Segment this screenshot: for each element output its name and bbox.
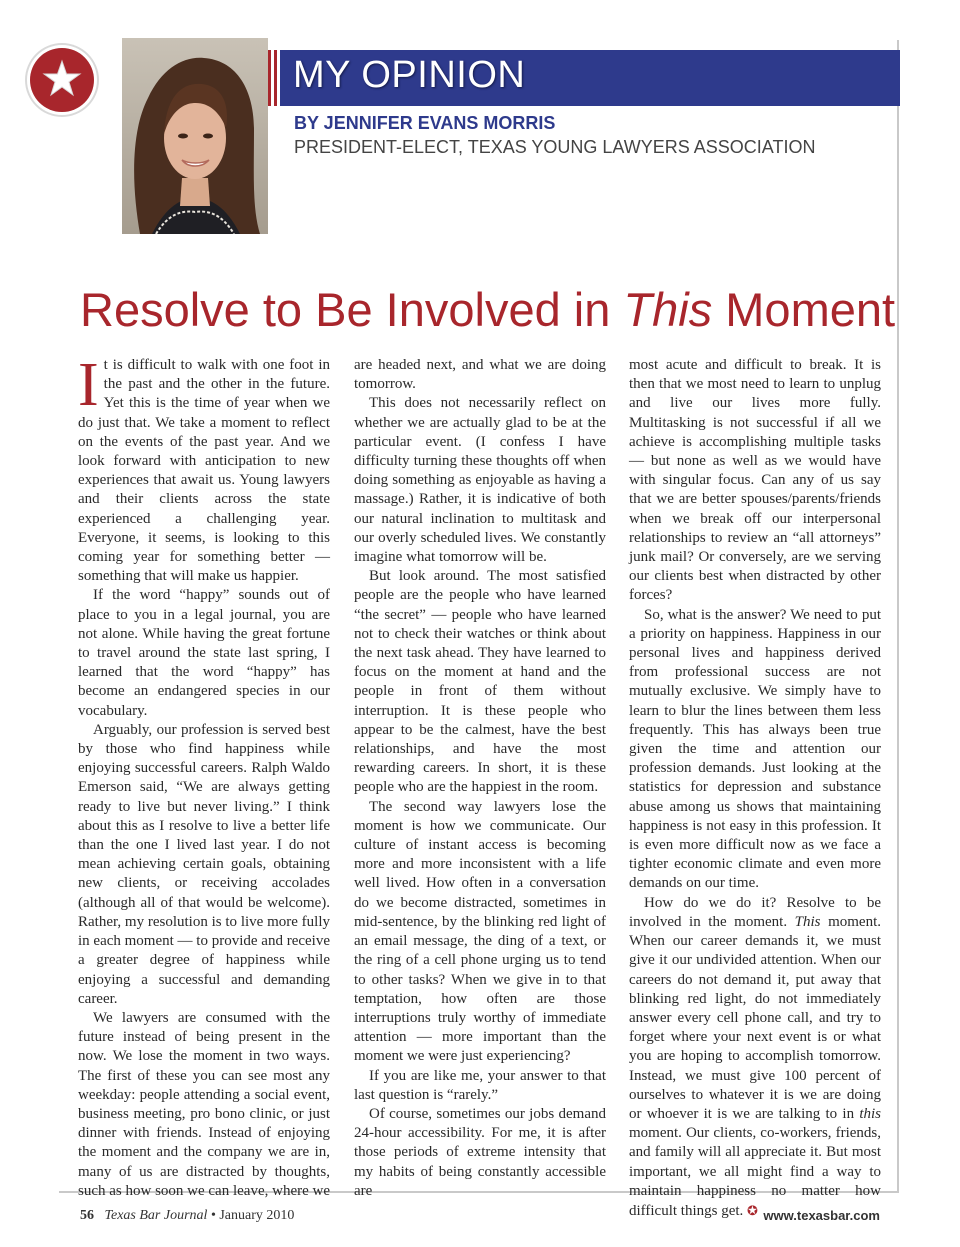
drop-cap: I [78, 351, 99, 419]
paragraph: So, what is the answer? We need to put a priority on happiness. Happiness in our personal lives and happiness derived from professional success are not mutually exclusive. We simply have to learn to blur the lines between them less frequently. This has always been true given the time and attention our profession demands. Just looking at the statistics for depression and substance abuse among us shows that maintaining happiness is not easy in this profession. It is even more difficult now as we face a tighter economic climate and even more demands on our time. [629, 606, 881, 892]
headline-part2: Moment [712, 283, 896, 336]
author-photo [122, 38, 268, 234]
paragraph-text: How do we do it? Resolve to be involved in the moment. [629, 894, 881, 930]
paragraph [629, 894, 881, 1221]
headline-part1: Resolve to Be Involved in [80, 283, 624, 336]
star-icon [42, 59, 82, 99]
paragraph-text: moment. Our clients, co-workers, friends, and family will all appreciate it. But most important, we all might find a way to maintain happiness no matter how difficult things get. [629, 1125, 881, 1219]
end-mark-icon: ✪ [747, 1202, 758, 1218]
footer-separator: • [210, 1208, 216, 1223]
byline: BY JENNIFER EVANS MORRIS [294, 113, 556, 133]
paragraph-text: t is difficult to walk with one foot in the past and the other in the future. Yet this is the time of year when we do just that. We take a moment to reflect on the events of the past year. And we look forward with anticipation to new experiences that await us. Young lawyers and their clients across the state experienced a challenging year. Everyone, it seems, is looking to this coming year for something better — something that will make us happier. [78, 357, 330, 585]
page-footer [80, 1208, 880, 1228]
issue-date: January 2010 [219, 1208, 295, 1223]
paragraph: Of course, sometimes our jobs demand 24-hour accessibility. For me, it is after those periods of extreme intensity that my habits of being constantly accessible are [354, 1105, 606, 1199]
journal-name: Texas Bar Journal [104, 1208, 208, 1223]
article-column-2 [354, 356, 606, 1199]
star-badge [30, 48, 94, 112]
article-column-1 [78, 351, 330, 1199]
paragraph: The second way lawyers lose the moment is how we communicate. Our culture of instant access is becoming more and more inconsistent with a life well lived. How often in a conversation do we become distracted, sometimes in mid-sentence, by the blinking red light of an email message, the ding of a text, or the ring of a cell phone urging us to tend to other tasks? When we give in to that temptation, how often are those interruptions truly worthy of immediate attention — more important than the moment we were just experiencing? [354, 798, 606, 1065]
paragraph: We lawyers are consumed with the future instead of being present in the now. We lose the moment in two ways. The first of these you can see most any weekday: people attending a social event, business meeting, pro bono clinic, or just dinner with friends. Instead of enjoying the moment and the company we are in, many of us are distracted by thoughts, such as how soon we can leave, where we [78, 1009, 330, 1199]
page-number: 56 [80, 1208, 94, 1223]
paragraph: If you are like me, your answer to that last question is “rarely.” [354, 1067, 606, 1103]
paragraph: But look around. The most satisfied people are the people who have learned “the secret” — people who have learned not to check their watches or think about the next task ahead. They have learned to focus on the moment at hand and the people in front of them without interruption. It is these people who appear to be the calmest, have the best relationships, and have the most rewarding careers. In short, it is these people who are the happiest in the room. [354, 568, 606, 796]
emphasis-text: This [794, 913, 821, 930]
headline-emphasis: This [623, 283, 713, 336]
author-title: PRESIDENT-ELECT, TEXAS YOUNG LAWYERS ASSOCIATION [294, 137, 816, 157]
paragraph [78, 351, 330, 586]
paragraph-text: moment. When our career demands it, we must give it our undivided attention. When our careers do not demand it, put away that blinking red light, do not immediately answer every cell phone call, and try to forget where your next event is or what you are hoping to accomplish tomorrow. Instead, we must give 100 percent of ourselves to whatever it is we are doing or whoever it is we are talking to in [629, 913, 881, 1122]
paragraph: If the word “happy” sounds out of place to you in a legal journal, you are not alone. While having the great fortune to travel around the state last spring, I learned that the word “happy” has become an endangered species in our vocabulary. [78, 587, 330, 719]
paragraph: are headed next, and what we are doing tomorrow. [354, 357, 606, 393]
paragraph: Arguably, our profession is served best by those who find happiness while enjoying successful careers. Ralph Waldo Emerson said, “We are always getting ready to live but never living.” I think about this as I resolve to live a better life than the one I lived last year. I do not mean achieving certain goals, obtaining new clients, or receiving accolades (although all of that would be welcome). Rather, my resolution is to live more fully in each moment — to provide and receive a greater degree of happiness while enjoying a successful and demanding career. [78, 721, 330, 1007]
header-stripes [268, 50, 280, 106]
emphasis-text: this [859, 1105, 881, 1122]
headline [80, 282, 895, 337]
header-gap [92, 50, 122, 106]
section-title: MY OPINION [293, 54, 526, 96]
website-link[interactable]: www.texasbar.com [763, 1208, 880, 1223]
paragraph: This does not necessarily reflect on whether we are actually glad to be at the particular event. (I confess I have difficulty turning these thoughts off when doing something as enjoyable as having a massage.) Rather, it is indicative of both our natural inclination to multitask and our overly scheduled lives. We constantly imagine what tomorrow will be. [354, 395, 606, 566]
paragraph: most acute and difficult to break. It is then that we most need to learn to unplug and live our lives more fully. Multitasking is not successful if all we achieve is accomplishing multiple tasks — but none as well as we would have with singular focus. Can any of us say that we are better spouses/parents/friends when we break off our interpersonal relationships to review an “all attorneys” junk mail? Or conversely, are we serving our clients best when distracted by other forces? [629, 357, 881, 604]
